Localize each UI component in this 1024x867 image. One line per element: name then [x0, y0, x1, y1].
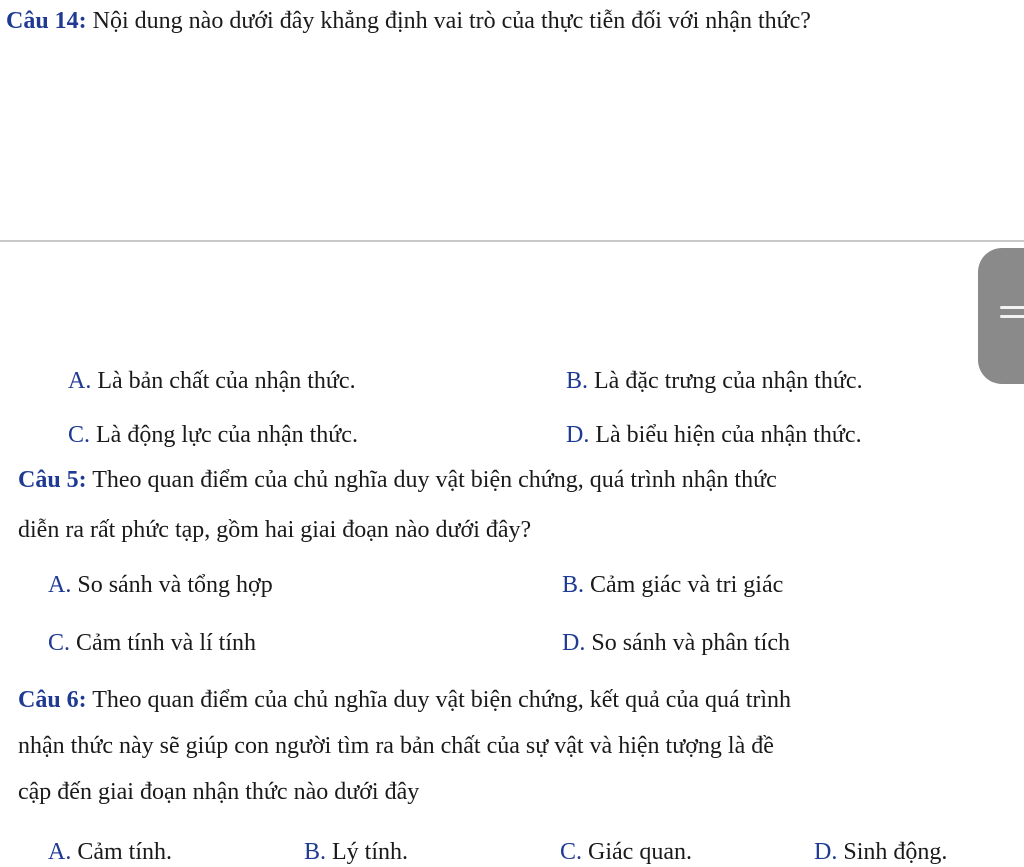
option-text: Sinh động.	[837, 839, 948, 865]
question-5-option-c[interactable]	[48, 628, 256, 658]
question-5-option-d[interactable]	[562, 628, 790, 658]
question-5-text-2: diễn ra rất phức tạp, gồm hai giai đoạn nào dưới đây?	[18, 517, 532, 543]
option-letter: B.	[562, 572, 585, 598]
option-letter: A.	[48, 572, 72, 598]
option-text: Là biểu hiện của nhận thức.	[589, 422, 862, 448]
question-14-option-a[interactable]	[68, 366, 356, 396]
option-letter: C.	[48, 630, 71, 656]
option-text: Lý tính.	[326, 839, 409, 865]
question-14-option-b[interactable]	[566, 366, 863, 396]
grip-line-top	[1000, 306, 1024, 309]
question-5-number: Câu 5:	[18, 467, 87, 493]
question-14-stem	[6, 6, 811, 36]
question-14-text: Nội dung nào dưới đây khẳng định vai trò của thực tiễn đối với nhận thức?	[86, 8, 811, 34]
question-6-text-2: nhận thức này sẽ giúp con người tìm ra bản chất của sự vật và hiện tượng là đề	[18, 733, 774, 759]
question-6-text-3: cập đến giai đoạn nhận thức nào dưới đây	[18, 779, 420, 805]
question-5-stem-line-2	[18, 515, 531, 545]
option-text: Là động lực của nhận thức.	[90, 422, 358, 448]
option-letter: C.	[560, 839, 583, 865]
question-6-option-d[interactable]	[814, 837, 947, 867]
question-5-text-1: Theo quan điểm của chủ nghĩa duy vật biện chứng, quá trình nhận thức	[86, 467, 777, 493]
option-letter: C.	[68, 422, 91, 448]
question-5-option-b[interactable]	[562, 570, 783, 600]
option-letter: A.	[48, 839, 72, 865]
question-6-stem-line-3	[18, 777, 419, 807]
question-14-number: Câu 14:	[6, 8, 87, 34]
grip-line-bottom	[1000, 315, 1024, 318]
option-text: Là đặc trưng của nhận thức.	[588, 368, 863, 394]
option-text: So sánh và phân tích	[585, 630, 790, 656]
option-letter: D.	[562, 630, 586, 656]
scroll-handle[interactable]	[978, 248, 1024, 384]
question-14-option-c[interactable]	[68, 420, 358, 450]
option-text: Là bản chất của nhận thức.	[91, 368, 356, 394]
question-6-option-c[interactable]	[560, 837, 692, 867]
question-5-option-a[interactable]	[48, 570, 273, 600]
question-6-stem-line-1	[18, 685, 791, 715]
question-6-number: Câu 6:	[18, 687, 87, 713]
section-divider	[0, 240, 1024, 242]
option-letter: D.	[566, 422, 590, 448]
question-6-text-1: Theo quan điểm của chủ nghĩa duy vật biện chứng, kết quả của quá trình	[86, 687, 792, 713]
option-letter: B.	[566, 368, 589, 394]
option-letter: D.	[814, 839, 838, 865]
option-text: So sánh và tổng hợp	[71, 572, 273, 598]
option-text: Cảm tính và lí tính	[70, 630, 257, 656]
question-6-option-b[interactable]	[304, 837, 408, 867]
option-text: Cảm giác và tri giác	[584, 572, 784, 598]
option-text: Cảm tính.	[71, 839, 173, 865]
question-6-option-a[interactable]	[48, 837, 172, 867]
question-6-stem-line-2	[18, 731, 774, 761]
question-14-option-d[interactable]	[566, 420, 862, 450]
option-text: Giác quan.	[582, 839, 692, 865]
question-5-stem-line-1	[18, 465, 777, 495]
option-letter: A.	[68, 368, 92, 394]
option-letter: B.	[304, 839, 327, 865]
